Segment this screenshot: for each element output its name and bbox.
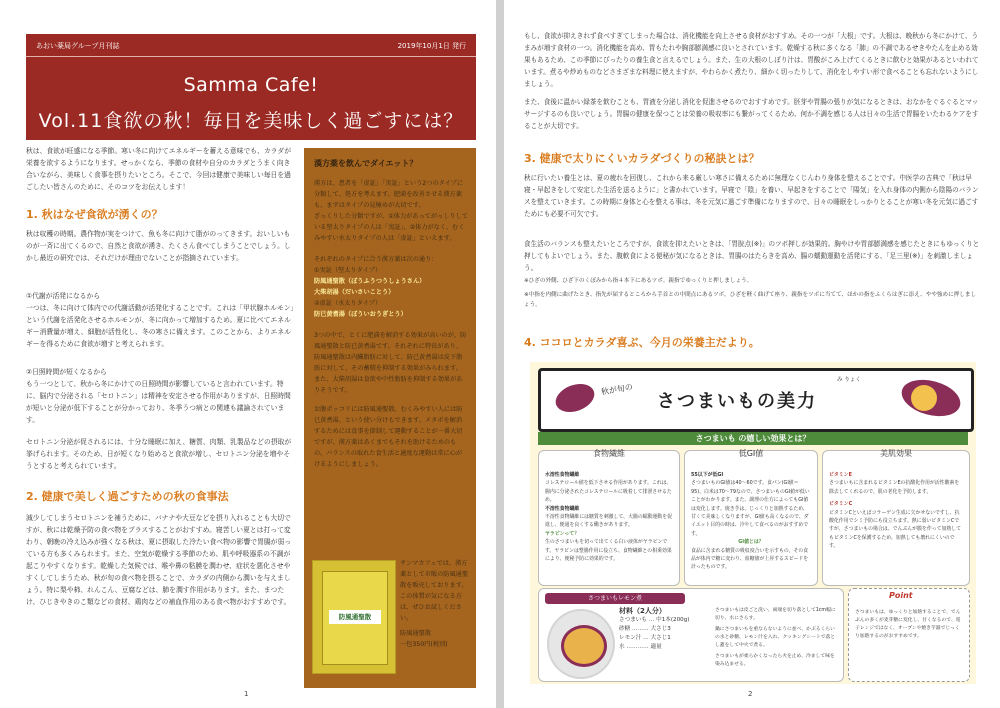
footnote: ※ひざの外側、ひざ下のくぼみから指４本下にあるツボ。親指でゆっくりと押しましょう。: [524, 278, 753, 284]
sidebar-paragraph: 3つの中で、とくに肥満を解消する効果が高いのが、防風通聖散と防已黄耆湯です。それぞれに特長があり、防風通聖散は内臓脂肪に対して、防已黄耆湯は皮下脂肪に対して、その蓄積を抑制する効果がみられます。また、大柴胡湯は食欲や中性脂肪を抑制する効果がありそうです。: [314, 332, 467, 394]
section1-paragraph: もう一つとして、秋から冬にかけての日照時間が影響していると言われています。特に、脳内で分泌される「セロトニン」は精神を安定させる作用がありますが、日照時間が短いと分泌が低下することが分かっており、冬季うつ病との関連も議論されています。: [26, 380, 291, 424]
recipe-title: さつまいもレモン煮: [545, 593, 685, 604]
page-number: 2: [748, 690, 753, 698]
continued-text: もし、食欲が抑えきれず食べすぎてしまった場合は、消化機能を向上させる食材がおすすめ。その一つが「大根」です。大根は、晩秋から冬にかけて、うまみが増す食材の一つ。消化機能を高め、胃もたれや胸部膨満感に良いとされています。乾燥する秋に多くなる「肺」の不調であるせきやたんを止める効果もあるため、この季節にぴったりの養生食と言えるでしょう。また、生の大根のしぼり汁は、胃酸がこみ上げてくるときに飲むと効果があるといわれています。煮るや炒めものなどさまざまな料理に使えますが、やわらかく煮たり、細かく切ったりして、消化をしやすい形で食べることも忘れないようにしましょう。: [524, 32, 979, 88]
ingredient-item: 水 ………… 適量: [619, 644, 662, 650]
sweet-potato-icon: [552, 379, 598, 417]
product-price: 一包350円(税別): [400, 641, 448, 648]
continued-text: また、食後に温かい緑茶を飲むことも、胃液を分泌し消化を促進させるのでおすすめです。胚芽や胃腸の張りが気になるときは、おなかをぐるぐるとマッサージするのも良いでしょう。胃腸の健康を保つことは栄養の吸収率にも繋がってくるため、何か不調を感じる人は日々の生活で胃腸をいたわるケアをすることが大切です。: [524, 98, 979, 130]
infographic-title: さつまいもの美力: [657, 391, 817, 412]
sidebar-paragraph: お腹ポッコリには防風通聖散、むくみやすい人には防已黄耆湯、という使い分けもできます。メタボを解消するためには食事を節制して運動することが一番大切ですが、漢方薬はあくまでもそれを助けるためのもの。バランスの取れた食生活と適度な運動は常に心がけるようにしましょう。: [314, 406, 463, 468]
recipe-box: [538, 588, 844, 682]
fiber-column: [538, 450, 680, 586]
skin-beauty-column: [822, 450, 970, 586]
fiber-heading: 食物繊維: [593, 449, 625, 458]
section1-sub2: ②日照時間が短くなるから: [26, 368, 107, 376]
section3-heading: 3. 健康で太りにくいカラダづくりの秘訣とは？: [524, 152, 760, 165]
footnote: ※中指を内側に曲げたとき、指先が届するところから手首との中間点にあるツボ。ひざを軽く曲げて座り、親指をツボに当てて、ほかの指をふくらはぎに添え、やや強めに押しましょう。: [524, 292, 977, 308]
publisher: あおい薬局グループ月刊誌: [36, 42, 120, 50]
intro-text: 秋は、食欲が旺盛になる季節。寒い冬に向けてエネルギーを蓄える意味でも、カラダが栄養を欲するようになります。せっかくなら、季節の食材や自分のカラダとうまく向き合いながら、美味しく食事を摂りたいところ。そこで、今回は健康で美味しい毎日を過ごしたい皆さんのために、そのコツをお伝えします！: [26, 147, 292, 191]
infographic-title-box: [538, 368, 974, 432]
masthead: [26, 34, 476, 140]
vitamin-e-text: さつまいもに含まれるビタミンEの抗酸化作用が活性酸素を除去してくれるので、肌の老化を予防します。: [829, 480, 960, 495]
recipe-step: さつまいもは皮ごと洗い、両端を切り落として1cm幅に切り、水にさらす。: [715, 608, 836, 621]
section1-heading: 1. 秋はなぜ食欲が湧くの？: [26, 208, 163, 221]
sidebar-paragraph: それぞれのタイプに合う漢方薬は次の通り：: [314, 256, 438, 263]
masthead-subtitle: Vol.11食欲の秋！毎日を美味しく過ごすには？: [38, 110, 464, 132]
dish-photo: [547, 609, 615, 679]
masthead-title: Samma Cafe!: [183, 74, 319, 96]
section1-sub1: ①代謝が活発になるから: [26, 292, 101, 300]
cut-sweet-potato-icon: [911, 385, 937, 411]
page-gutter: [496, 0, 504, 708]
ingredient-item: レモン汁 … 大さじ1: [619, 635, 671, 641]
effects-banner: さつまいも の嬉しい効果とは？: [538, 432, 968, 445]
sidebar-list-item: ②虚証（水太りタイプ）: [314, 300, 382, 307]
gi-definition-text: 食品に含まれる糖質の吸収度合いを示すもの。その食品が体内で糖に変わり、血糖値が上昇するスピードを計ったものです。: [691, 547, 809, 571]
recipe-steps: [715, 607, 839, 669]
medicine-package-image: [312, 560, 396, 674]
section1-paragraph: セロトニン分泌が促されるには、十分な睡眠に加え、糖質、肉類、乳製品などの摂取が挙げられます。そのため、日が短くなり始めると食欲が増し、セロトニン分泌を増やそうとすると考えられています。: [26, 438, 292, 470]
section4-heading: 4. ココロとカラダ喜ぶ、今月の栄養主だより。: [524, 336, 760, 349]
sidebar-body: [314, 178, 468, 470]
vitamin-c-text: ビタミンCといえばコラーゲン生成に欠かせないですし、抗酸化作用でシミ予防にも役立ちます。熱に弱いビタミンCですが、さつまいもの場合は、でんぷんが膜を作って加熱してもビタミンCを保護するため、加熱しても壊れにくいのです。: [829, 509, 962, 550]
point-heading: Point: [889, 591, 913, 600]
sweet-potato-infographic: [530, 362, 976, 684]
product-name: 防風通聖散: [400, 630, 431, 637]
low-gi-column: [684, 450, 818, 586]
sidebar-paragraph: ざっくりした分類ですが、①体力があってがっしりしている堅太りタイプの人は「実証」、②体力がなく、むくみやすい水太りタイプの人は「虚証」といえます。: [314, 213, 468, 242]
low-gi-subheading: 55以下が低GI: [691, 472, 724, 478]
section3-paragraph: 秋に行いたい養生とは、夏の疲れを回復し、これから来る厳しい寒さに備えるために無理なくじんわり身体を整えることです。中医学の古典で「秋は早寝・早起きをして安定した生活を送るように」と書かれています。早寝で「陰」を養い、早起きをすることで「陽気」を入れ身体の内側から陰陽のバランスを整えていきます。この時期に身体と心を整える事は、冬を元気に過ごす準備になりますので、日々の睡眠をしっかりとることが寒い冬を元気に過ごすためにも必要不可欠です。: [524, 174, 979, 218]
sidebar-paragraph: 漢方は、患者を「虚証」「実証」という2つのタイプに分類して、処方を考えます。肥満を改善させる漢方薬も、まずはタイプの見極めが大切です。: [314, 180, 464, 209]
section2-heading: 2. 健康で美しく過ごすための秋の食事法: [26, 490, 229, 503]
recipe-step: さつまいもが柔らかくなったら火を止め、冷まして味を染み込ませる。: [715, 654, 835, 667]
infographic-subtitle: 秋が旬の: [600, 382, 634, 397]
sidebar-list-item: 防風通聖散（ぼうふうつうしょうさん）: [314, 278, 426, 285]
sidebar-list-item: 防已黄耆湯（ぼういおうぎとう）: [314, 311, 407, 318]
fiber-subheading: 不溶性食物繊維: [545, 505, 580, 512]
ingredients-heading: 材料（2人分）: [619, 607, 666, 615]
fiber-text: コレステロール値を低下させる作用があります。これは、腸内に分泌されたコレステロールに吸着して排泄させるため。: [545, 480, 672, 504]
point-box: [848, 588, 970, 682]
ingredients: [619, 607, 709, 652]
sidebar-list-item: ①実証（堅太りタイプ）: [314, 267, 382, 274]
jalapin-heading: ヤラピンって？: [545, 530, 580, 537]
recipe-step: 鍋にさつまいもを重ならないように並べ、かぶるくらいの水と砂糖、レモン汁を入れ、クッキングシートで落とし蓋をして中火で煮る。: [715, 627, 836, 648]
kampo-sidebar: [304, 148, 476, 688]
vitamin-c-heading: ビタミンC: [829, 501, 853, 508]
page-number: 1: [244, 690, 249, 698]
page-1: [0, 0, 496, 708]
section1-paragraph: 秋は収穫の時期。農作物が実をつけて、魚も冬に向けて脂がのってきます。おいしいものが一斉に出てくるので、自然と食欲が湧き、たくさん食べてしまうことでしょう。しかし最近の研究では、それだけが理由でないことが指摘されています。: [26, 230, 291, 262]
issue-date: 2019年10月1日 発行: [397, 42, 466, 50]
point-text: さつまいもは、ゆっくりと加熱することで、でんぷんの多くが麦芽糖に変化し、甘くなるので、電子レンジではなく、オーブンや焼き芋器でじっくり加熱するのがおすすめです。: [855, 610, 961, 639]
vitamin-e-heading: ビタミンE: [829, 472, 852, 478]
sidebar-title: 漢方薬を飲んでダイエット？: [314, 159, 418, 168]
masthead-divider: [26, 56, 476, 57]
fiber-subheading: 水溶性食物繊維: [545, 472, 580, 478]
package-label: 防風通聖散: [329, 610, 381, 624]
ingredient-item: 砂糖 ……… 大さじ3: [619, 626, 671, 632]
low-gi-heading: 低GI値: [738, 449, 764, 458]
sidebar-list-item: 大柴胡湯（だいさいことう）: [314, 289, 395, 296]
ingredient-item: さつまいも … 中1本(200g): [619, 617, 690, 623]
gi-definition-heading: GI値とは？: [738, 539, 764, 546]
page-2: [504, 0, 1000, 708]
skin-beauty-heading: 美肌効果: [880, 449, 912, 458]
low-gi-text: さつまいものGI値は40〜60です。食パン(GI値＝95)、白米は70〜79なので、さつまいものGI値が低いことがわかります。また、調理の仕方によってもGI値は変化します。焼き芋は、じっくりと加熱するため、甘くて美味しくなりますが、GI値も高くなるので、ダイエット目的の時は、冷やして食べるのがおすすめです。: [691, 480, 810, 537]
jalapin-text: 生のさつまいもを切って出てくる白い液体がヤラピンです。ヤラピンは整腸作用に役立ち、食物繊維との相乗効果により、便秘予防に効果的です。: [545, 539, 672, 563]
sidebar-footer: [400, 558, 470, 650]
title-ruby: み りょく: [837, 377, 861, 383]
sidebar-footer-text: サンマカフェでは、漢方薬として市販の防風通聖散を販売しております。この体質が気になる方は、ぜひお試しください。: [400, 560, 469, 622]
fiber-text: 不溶性食物繊維には糖質を刺激して、大腸の蠕動運動を促進し、便通を良くする働きがあります。: [545, 514, 673, 529]
section2-paragraph: 減少してしまうセロトニンを補うために、バナナや大豆などを摂り入れることも大切ですが、秋には乾燥予防の食べ物をプラスすることがおすすめ。寝苦しい夏とは打って変わり、朝晩の冷え込みが強くなる秋は、夏に摂取した冷たい食べ物の影響で胃腸が弱っている方も多くみられます。また、空気が乾燥する季節のため、肌や呼吸器系の不調が起こりやすくなります。乾燥した気候では、喉や鼻の粘膜を潤わせ、症状を悪化させやすくしてしまうため、秋が旬の食べ物を摂ることで、カラダの内側から潤いを与えましょう。特に梨や柿、れんこん、豆腐などは、肺を潤す作用があります。また、まつたけ、ひじきやきのこ類などの食材、鶏肉などの補血作用のある食べ物がおすすめです。: [26, 514, 292, 606]
section3-paragraph: 食生活のバランスも整えたいところですが、食欲を抑えたいときは、「胃脘点(※)」のツボ押しが効果的。胸やけや胃部膨満感を感じたときにもゆっくりと押してもよいでしょう。また、腹軟食による便秘が気になるときは、胃腸のはたらきを高め、腸の蠕動運動を活発にする、「足三里(※)」を刺激しましょう。: [524, 240, 980, 272]
section1-paragraph: 一つは、冬に向けて体内での代謝活動が活発化することです。これは「甲状腺ホルモン」という代謝を活発化させるホルモンが、冬に向かって増加するため。夏に比べてエネルギー消費量が増え、細胞が活性化し、冬の寒さに備えます。このことから、よりエネルギーを得るために食欲が増すと考えられます。: [26, 304, 294, 348]
